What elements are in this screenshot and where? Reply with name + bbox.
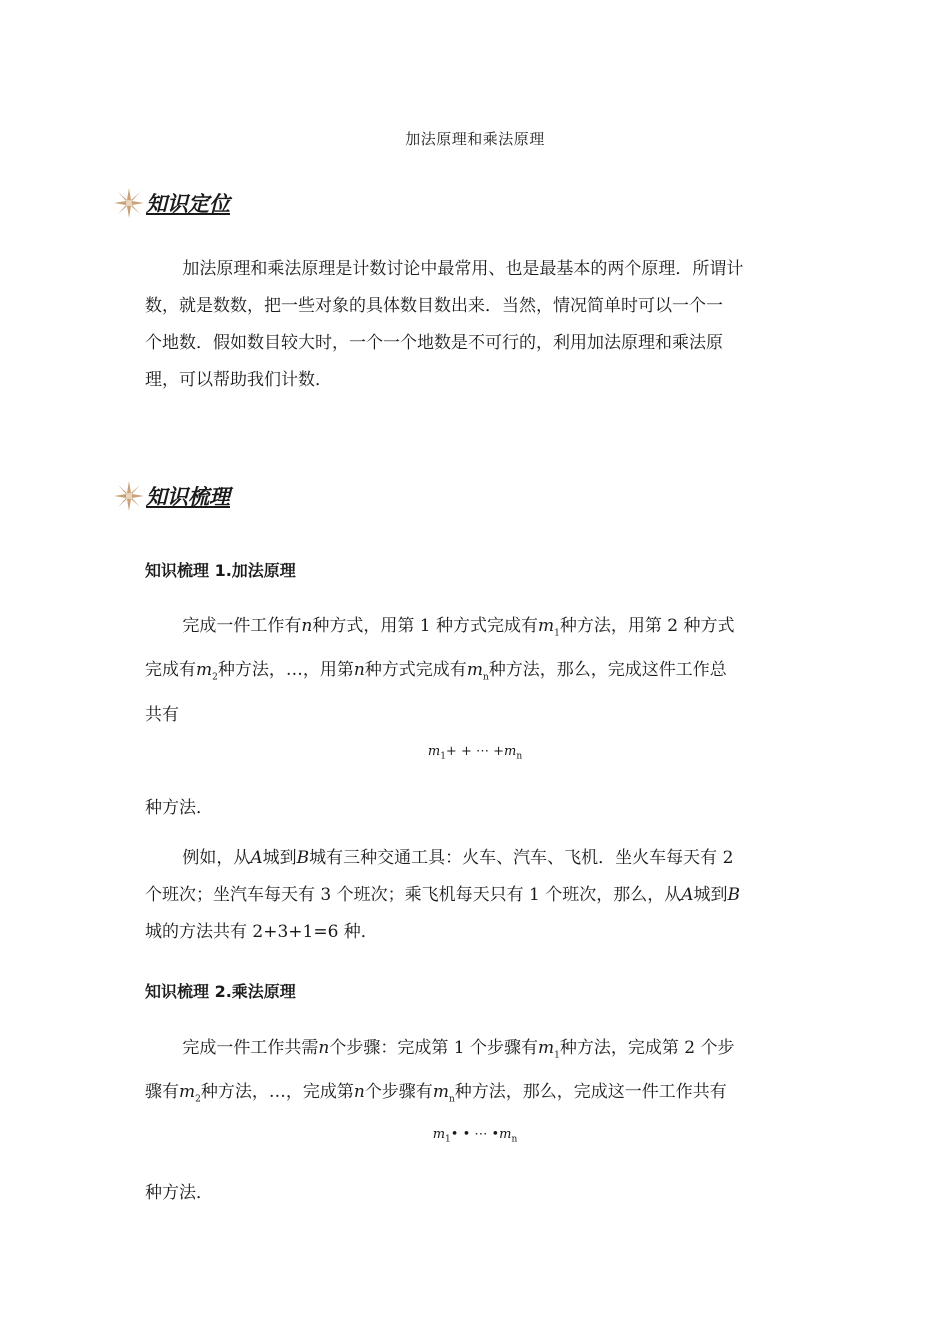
text-line: 完成一件工作共需n个步骤：完成第 1 个步骤有$m_1$种方法，完成第 2 个步 [182,1038,735,1061]
text-line: 个班次；坐汽车每天有 3 个班次；乘飞机每天只有 1 个班次，那么，从A城到B [145,885,741,905]
text-line: 数，就是数数，把一些对象的具体数目数出来．当然，情况简单时可以一个一 [145,296,723,316]
sparkle-icon [112,479,146,513]
multiplication-after-text: 种方法． [145,1183,213,1203]
intro-paragraph [145,251,810,399]
text-line: 城的方法共有 2+3+1=6 种． [145,922,378,942]
addition-formula: $m_1+$ + ⋯ $+m_n$ [427,744,523,762]
sparkle-icon [112,186,146,220]
text-line: 例如，从A城到B城有三种交通工具：火车、汽车、飞机．坐火车每天有 2 [182,848,734,868]
subheading-multiplication-principle: 知识梳理 2.乘法原理 [145,982,296,1001]
page-title: 加法原理和乘法原理 [405,130,545,148]
multiplication-principle-paragraph [145,1030,810,1119]
multiplication-formula: $m_1•$ • ⋯ $•m_n$ [432,1127,518,1145]
text-line: 共有 [145,704,179,725]
text-line: 个地数．假如数目较大时，一个一个地数是不可行的，利用加法原理和乘法原 [145,333,723,353]
section-heading-text: 知识梳理 [146,485,230,509]
text-line: 骤有$m_2$种方法，…，完成第n个步骤有$m_n$种方法，那么，完成这一件工作共有 [145,1082,727,1105]
text-line: 理，可以帮助我们计数． [145,370,332,390]
text-line: 完成一件工作有n种方式，用第 1 种方式完成有$m_1$种方法，用第 2 种方式 [182,616,735,639]
addition-principle-paragraph [145,608,810,734]
section-heading-knowledge-positioning [112,186,230,220]
text-line: 加法原理和乘法原理是计数讨论中最常用、也是最基本的两个原理．所谓计 [182,259,744,279]
addition-after-text: 种方法． [145,798,213,818]
text-line: 完成有$m_2$种方法，…，用第n种方式完成有$m_n$种方法，那么，完成这件工作总 [145,660,727,683]
addition-example-paragraph [145,840,810,951]
section-heading-text: 知识定位 [146,192,230,216]
section-heading-knowledge-review [112,479,230,513]
subheading-addition-principle: 知识梳理 1.加法原理 [145,561,296,580]
